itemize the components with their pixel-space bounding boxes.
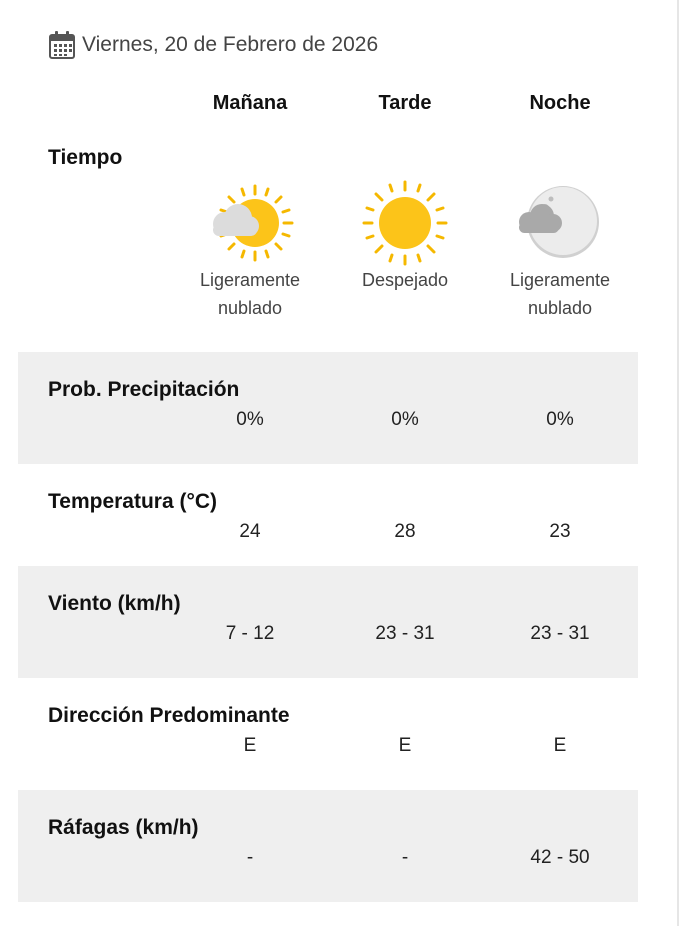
condition-text-line2: nublado (527, 298, 593, 318)
value-noche: 23 (549, 521, 571, 542)
value-tarde: 28 (394, 521, 416, 542)
value-manana: 7 - 12 (225, 623, 275, 644)
value-manana: - (246, 847, 254, 868)
row-label: Temperatura (°C) (48, 490, 218, 513)
value-manana: 24 (239, 521, 261, 542)
value-noche: 23 - 31 (530, 623, 590, 644)
row-label: Prob. Precipitación (48, 378, 240, 401)
date-header (48, 28, 378, 62)
row-label: Viento (km/h) (48, 592, 181, 615)
moon-behind-cloud-icon (515, 178, 605, 268)
condition-text-line1: Ligeramente (509, 270, 611, 290)
row-label: Dirección Predominante (48, 704, 290, 727)
value-manana: E (243, 735, 257, 756)
row-wind-direction (18, 678, 638, 790)
value-manana: 0% (236, 409, 264, 430)
value-tarde: - (401, 847, 409, 868)
value-noche: 0% (546, 409, 574, 430)
row-temperature (18, 464, 638, 576)
calendar-icon (48, 30, 76, 60)
period-header-manana: Mañana (212, 92, 288, 114)
period-header-tarde: Tarde (378, 92, 432, 114)
row-label: Ráfagas (km/h) (48, 816, 199, 839)
condition-noche (485, 266, 635, 322)
condition-text-line2: nublado (217, 298, 283, 318)
value-tarde: 0% (391, 409, 419, 430)
condition-text-line1: Despejado (361, 270, 449, 290)
tiempo-label: Tiempo (48, 146, 123, 169)
value-noche: 42 - 50 (530, 847, 590, 868)
row-wind (18, 566, 638, 678)
condition-tarde (330, 266, 480, 294)
date-text: Viernes, 20 de Febrero de 2026 (82, 33, 379, 56)
value-noche: E (553, 735, 567, 756)
condition-manana (175, 266, 325, 322)
value-tarde: 23 - 31 (375, 623, 435, 644)
value-tarde: E (398, 735, 412, 756)
sun-behind-cloud-icon (205, 178, 295, 268)
sun-icon (360, 178, 450, 268)
row-precipitation (18, 352, 638, 464)
period-header-noche: Noche (529, 92, 591, 114)
row-gusts (18, 790, 638, 902)
condition-text-line1: Ligeramente (199, 270, 301, 290)
